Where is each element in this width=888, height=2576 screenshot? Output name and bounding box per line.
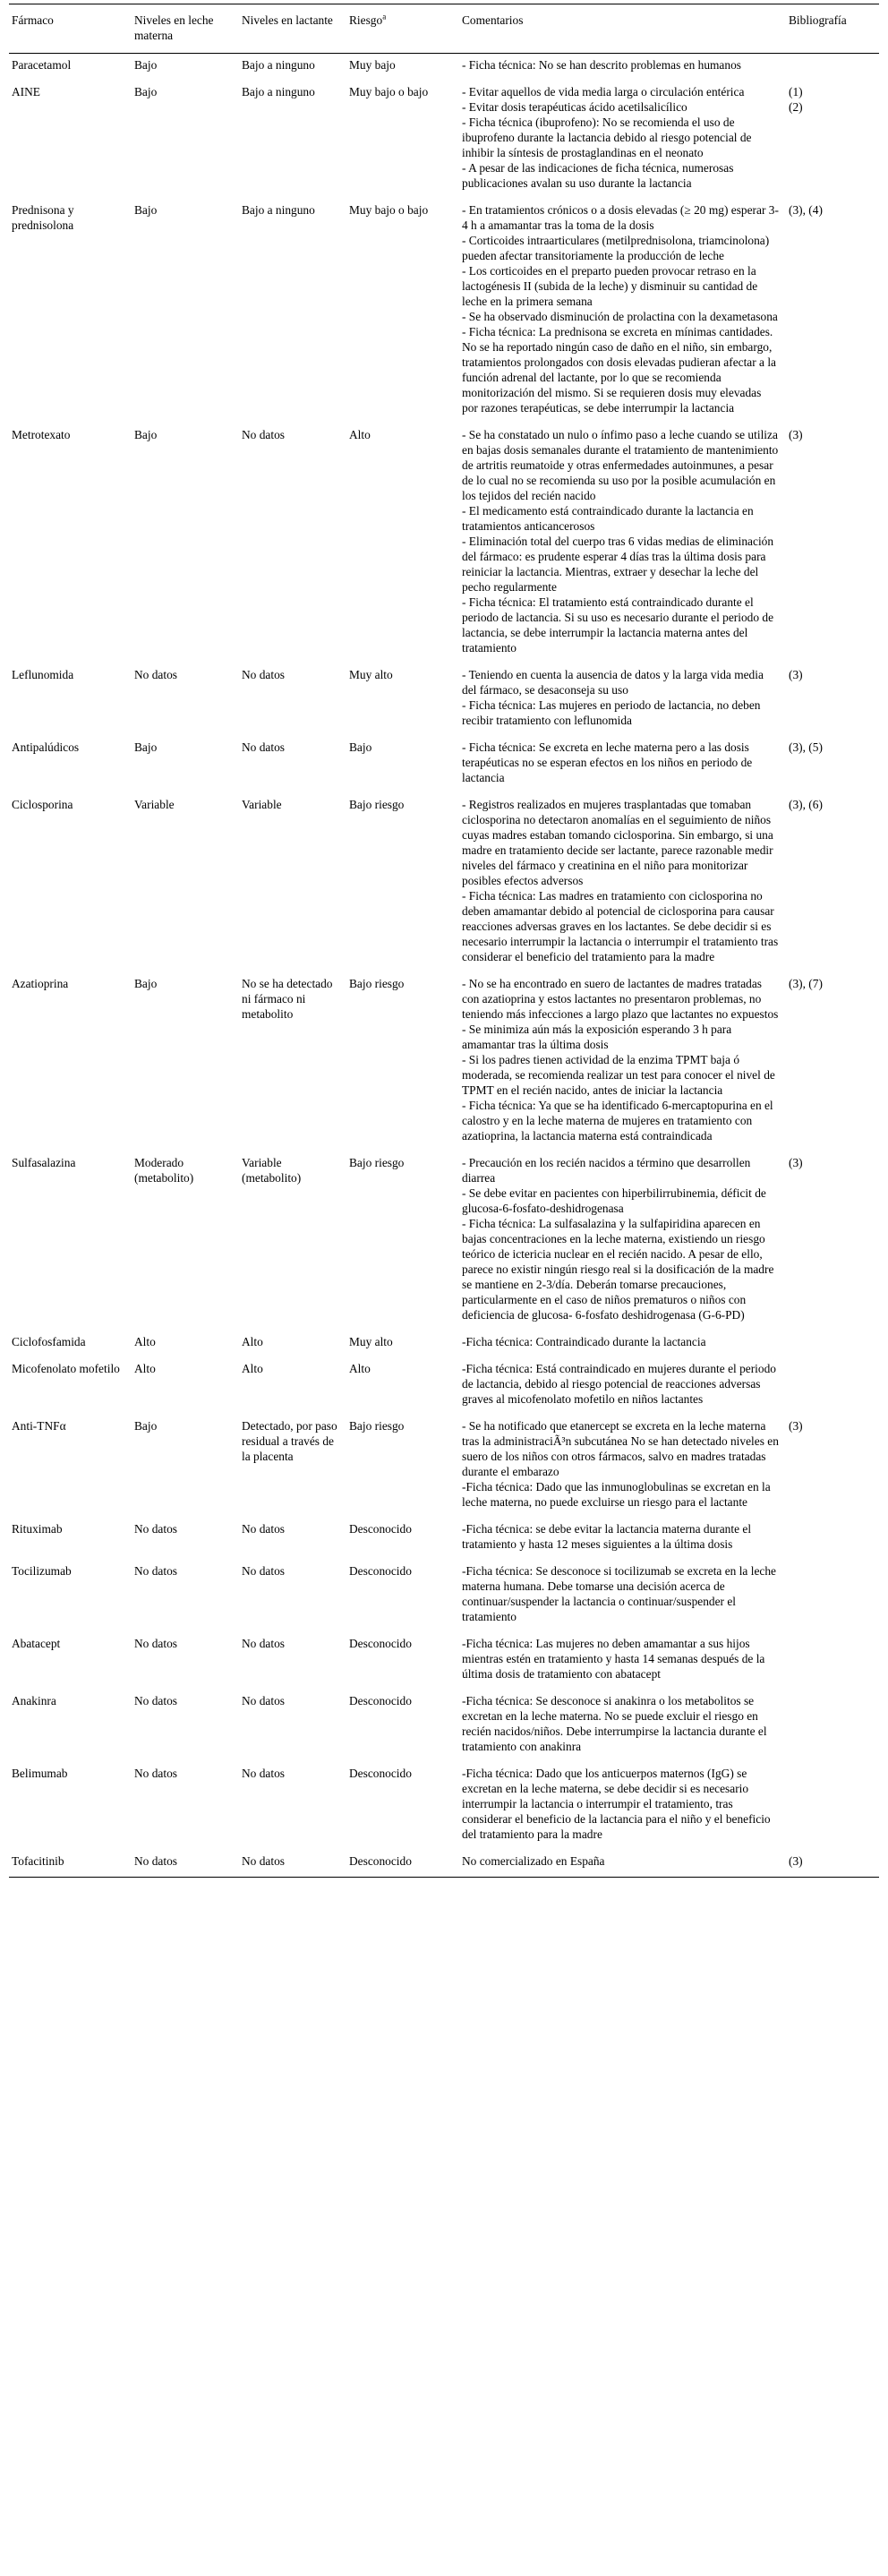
cell-infant-levels: No datos (242, 1637, 285, 1650)
cell-milk-levels: Bajo (134, 58, 158, 72)
comment-line: -Ficha técnica: Se desconoce si anakinra o los metabolitos se excretan en la leche materna. No se puede excluir el riesgo en recién nacidos/niños. Debe interrumpirse la lactancia durante el tratamiento con anakinra (462, 1694, 767, 1753)
cell-comments (459, 793, 786, 972)
cell-drug: Azatioprina (12, 977, 69, 990)
cell-milk-levels: No datos (134, 1694, 177, 1707)
cell-infant-levels: Variable (242, 798, 282, 811)
cell-milk-levels: Bajo (134, 1419, 158, 1433)
cell-drug: Anakinra (12, 1694, 56, 1707)
table-row (9, 54, 879, 81)
cell-risk: Bajo riesgo (349, 798, 405, 811)
comment-line: - Ficha técnica (ibuprofeno): No se recomienda el uso de ibuprofeno durante la lactancia debido al riesgo potencial de inhibir la síntesis de prostaglandinas en el neonato (462, 116, 752, 159)
cell-infant-levels: No datos (242, 1522, 285, 1536)
cell-infant-levels: Variable (metabolito) (242, 1156, 302, 1185)
cell-bibliography (786, 1415, 879, 1518)
cell-comments (459, 1331, 786, 1357)
comment-line: - Evitar dosis terapéuticas ácido acetilsalicílico (462, 100, 687, 114)
cell-drug: Antipalúdicos (12, 740, 80, 754)
table-row (9, 972, 879, 1151)
header-milk-levels: Niveles en leche materna (132, 4, 239, 54)
cell-comments (459, 972, 786, 1151)
table-row (9, 793, 879, 972)
cell-risk: Desconocido (349, 1564, 412, 1578)
cell-drug: Rituximab (12, 1522, 63, 1536)
cell-comments (459, 199, 786, 424)
cell-drug: Tocilizumab (12, 1564, 72, 1578)
cell-bibliography (786, 81, 879, 199)
cell-bibliography (786, 1632, 879, 1690)
table-row (9, 663, 879, 736)
cell-milk-levels: Bajo (134, 203, 158, 217)
cell-comments (459, 1151, 786, 1331)
cell-comments (459, 663, 786, 736)
table-row (9, 1762, 879, 1850)
comment-line: - Los corticoides en el preparto pueden provocar retraso en la lactogénesis II (subida de la leche) y disminuir su cantidad de leche en la primera semana (462, 264, 758, 308)
cell-risk: Alto (349, 428, 371, 441)
comment-line: -Ficha técnica: se debe evitar la lactancia materna durante el tratamiento y hasta 12 meses siguientes a la última dosis (462, 1522, 752, 1551)
cell-milk-levels: No datos (134, 1767, 177, 1780)
comment-line: - Si los padres tienen actividad de la enzima TPMT baja ó moderada, se recomienda realizar un test para conocer el nivel de TPMT en el recién nacido, antes de iniciar la lactancia (462, 1053, 775, 1097)
comment-line: - Evitar aquellos de vida media larga o circulación entérica (462, 85, 745, 98)
cell-comments (459, 54, 786, 81)
cell-comments (459, 1415, 786, 1518)
table-row (9, 1415, 879, 1518)
comment-line: - En tratamientos crónicos o a dosis elevadas (≥ 20 mg) esperar 3-4 h a amamantar tras la toma de la dosis (462, 203, 779, 232)
cell-bibliography (786, 424, 879, 663)
comment-line: - Teniendo en cuenta la ausencia de datos y la larga vida media del fármaco, se desaconseja su uso (462, 668, 764, 697)
table-body (9, 54, 879, 1878)
cell-bibliography (786, 1151, 879, 1331)
comment-line: - Ficha técnica: Las madres en tratamiento con ciclosporina no deben amamantar debido al potencial de ciclosporina para causar reacciones adversas graves en los lactantes. Se debe decidir si es necesario interrumpir la lactancia o interrumpir el tratamiento tras considerar el beneficio del tratamiento para la madre (462, 889, 779, 963)
cell-comments (459, 1762, 786, 1850)
cell-comments (459, 1690, 786, 1762)
cell-drug: Prednisona y prednisolona (12, 203, 74, 232)
cell-milk-levels: Alto (134, 1335, 156, 1348)
cell-milk-levels: Bajo (134, 740, 158, 754)
cell-infant-levels: Bajo a ninguno (242, 85, 315, 98)
table-row (9, 1850, 879, 1878)
reference-link[interactable]: (3) (789, 1419, 803, 1433)
cell-infant-levels: Alto (242, 1335, 263, 1348)
comment-line: - Ficha técnica: Ya que se ha identificado 6-mercaptopurina en el calostro y en la leche materna de mujeres en tratamiento con azatioprina, la lactancia materna está contraindicada (462, 1099, 773, 1143)
cell-infant-levels: Alto (242, 1362, 263, 1375)
header-bibliography: Bibliografía (786, 4, 879, 54)
cell-drug: Micofenolato mofetilo (12, 1362, 120, 1375)
cell-milk-levels: Bajo (134, 977, 158, 990)
comment-line: -Ficha técnica: Está contraindicado en mujeres durante el periodo de lactancia, debido al riesgo potencial de reacciones adversas graves al micofenolato mofetilo en niños lactantes (462, 1362, 776, 1406)
table-row (9, 736, 879, 793)
drug-lactation-table (9, 4, 879, 1878)
cell-infant-levels: No datos (242, 1564, 285, 1578)
cell-infant-levels: Bajo a ninguno (242, 203, 315, 217)
cell-bibliography (786, 54, 879, 81)
comment-line: - Se debe evitar en pacientes con hiperbilirrubinemia, déficit de glucosa-6-fosfato-deshidrogenasa (462, 1186, 766, 1215)
cell-bibliography (786, 736, 879, 793)
cell-infant-levels: No datos (242, 1767, 285, 1780)
header-comments: Comentarios (459, 4, 786, 54)
cell-bibliography (786, 1850, 879, 1878)
reference-link[interactable]: (3) (789, 428, 803, 441)
table-header-row (9, 4, 879, 54)
table-row (9, 199, 879, 424)
cell-infant-levels: No datos (242, 740, 285, 754)
comment-line: -Ficha técnica: Contraindicado durante la lactancia (462, 1335, 706, 1348)
cell-risk: Bajo riesgo (349, 1419, 405, 1433)
cell-comments (459, 1850, 786, 1878)
header-infant-levels: Niveles en lactante (239, 4, 346, 54)
cell-drug: Paracetamol (12, 58, 72, 72)
reference-link[interactable]: (3), (6) (789, 798, 823, 811)
cell-comments (459, 1357, 786, 1415)
cell-risk: Muy bajo o bajo (349, 203, 429, 217)
comment-line: - Se ha notificado que etanercept se excreta en la leche materna tras la administraciÃ³n subcutánea No se han detectado niveles en suero de los niños con otros fármacos, salvo en madres tratadas durante el embarazo (462, 1419, 779, 1478)
reference-link[interactable]: (3) (789, 1854, 803, 1868)
reference-link[interactable]: (3), (4) (789, 203, 823, 217)
reference-link[interactable]: (3) (789, 668, 803, 681)
comment-line: - Ficha técnica: El tratamiento está contraindicado durante el periodo de lactancia. Si su uso es necesario durante el periodo de lactancia, se debe interrumpir la lactancia materna antes del tratamiento (462, 595, 774, 655)
cell-milk-levels: No datos (134, 668, 177, 681)
comment-line: -Ficha técnica: Las mujeres no deben amamantar a sus hijos mientras estén en tratamiento y hasta 14 semanas después de la última dosis de tratamiento con abatacept (462, 1637, 765, 1681)
comment-line: - Se minimiza aún más la exposición esperando 3 h para amamantar tras la última dosis (462, 1023, 732, 1051)
comment-line: - Eliminación total del cuerpo tras 6 vidas medias de eliminación del fármaco: es prudente esperar 4 días tras la última dosis para reiniciar la lactancia. Mientras, extraer y desechar la leche del pecho regularmente (462, 535, 774, 594)
reference-link[interactable]: (2) (789, 100, 803, 114)
table-row (9, 1690, 879, 1762)
cell-drug: Metrotexato (12, 428, 71, 441)
cell-infant-levels: No datos (242, 428, 285, 441)
reference-link[interactable]: (3) (789, 1156, 803, 1169)
table-row (9, 1331, 879, 1357)
reference-link[interactable]: (3), (7) (789, 977, 823, 990)
comment-line: No comercializado en España (462, 1854, 605, 1868)
reference-link[interactable]: (1) (789, 85, 803, 98)
cell-risk: Muy alto (349, 668, 393, 681)
cell-milk-levels: Bajo (134, 428, 158, 441)
cell-risk: Bajo (349, 740, 372, 754)
cell-infant-levels: No datos (242, 668, 285, 681)
cell-infant-levels: No se ha detectado ni fármaco ni metabolito (242, 977, 333, 1021)
cell-bibliography (786, 972, 879, 1151)
cell-risk: Muy bajo (349, 58, 396, 72)
header-risk-footnote: a (382, 12, 387, 21)
table-row (9, 1560, 879, 1632)
header-risk (346, 4, 459, 54)
cell-drug: Belimumab (12, 1767, 68, 1780)
comment-line: - Ficha técnica: Las mujeres en periodo de lactancia, no deben recibir tratamiento con leflunomida (462, 698, 761, 727)
cell-bibliography (786, 1357, 879, 1415)
table-row (9, 81, 879, 199)
comment-line: - Ficha técnica: No se han descrito problemas en humanos (462, 58, 741, 72)
cell-risk: Desconocido (346, 1850, 459, 1878)
comment-line: -Ficha técnica: Dado que los anticuerpos maternos (IgG) se excretan en la leche materna, se debe decidir si es necesario interrumpir la lactancia o interrumpir el tratamiento, tras considerar el beneficio de la lactancia para el niño y el beneficio del tratamiento para la madre (462, 1767, 771, 1841)
reference-link[interactable]: (3), (5) (789, 740, 823, 754)
table-row (9, 1632, 879, 1690)
cell-comments (459, 1632, 786, 1690)
cell-drug: Abatacept (12, 1637, 61, 1650)
cell-drug: AINE (12, 85, 40, 98)
cell-drug: Leflunomida (12, 668, 74, 681)
comment-line: - Precaución en los recién nacidos a término que desarrollen diarrea (462, 1156, 751, 1185)
header-drug: Fármaco (9, 4, 132, 54)
cell-milk-levels: Alto (134, 1362, 156, 1375)
table-row (9, 1151, 879, 1331)
cell-infant-levels: No datos (242, 1694, 285, 1707)
cell-bibliography (786, 1560, 879, 1632)
cell-milk-levels: No datos (134, 1522, 177, 1536)
comment-line: - A pesar de las indicaciones de ficha técnica, numerosas publicaciones avalan su uso durante la lactancia (462, 161, 734, 190)
cell-risk: Muy bajo o bajo (349, 85, 429, 98)
cell-comments (459, 1518, 786, 1560)
cell-milk-levels: No datos (134, 1564, 177, 1578)
cell-bibliography (786, 1690, 879, 1762)
comment-line: - El medicamento está contraindicado durante la lactancia en tratamientos anticancerosos (462, 504, 754, 533)
cell-bibliography (786, 199, 879, 424)
table-row (9, 1357, 879, 1415)
cell-drug: Ciclosporina (12, 798, 73, 811)
cell-risk: Desconocido (349, 1694, 412, 1707)
cell-comments (459, 424, 786, 663)
table-row (9, 1518, 879, 1560)
comment-line: - Registros realizados en mujeres trasplantadas que tomaban ciclosporina no detectaron anomalías en el seguimiento de niños cuyas madres estaban tomando ciclosporina. Sin embargo, si una madre en tratamiento decide ser lactante, parece razonable medir niveles del fármaco y creatinina en el niño para monitorizar posibles efectos adversos (462, 798, 773, 887)
comment-line: - Ficha técnica: Se excreta en leche materna pero a las dosis terapéuticas no se esperan efectos en los niños en periodo de lactancia (462, 740, 753, 784)
cell-bibliography (786, 793, 879, 972)
table-row (9, 424, 879, 663)
cell-comments (459, 81, 786, 199)
cell-bibliography (786, 1762, 879, 1850)
cell-milk-levels: No datos (132, 1850, 239, 1878)
header-risk-label: Riesgo (349, 13, 383, 27)
cell-drug: Tofacitinib (9, 1850, 132, 1878)
cell-milk-levels: Bajo (134, 85, 158, 98)
cell-bibliography (786, 1518, 879, 1560)
comment-line: - Se ha observado disminución de prolactina con la dexametasona (462, 310, 778, 323)
cell-milk-levels: No datos (134, 1637, 177, 1650)
cell-risk: Bajo riesgo (349, 1156, 405, 1169)
cell-risk: Bajo riesgo (349, 977, 405, 990)
cell-infant-levels: No datos (239, 1850, 346, 1878)
cell-comments (459, 736, 786, 793)
comment-line: -Ficha técnica: Dado que las inmunoglobulinas se excretan en la leche materna, no puede excluirse un riesgo para el lactante (462, 1480, 771, 1509)
comment-line: -Ficha técnica: Se desconoce si tocilizumab se excreta en la leche materna humana. Debe tomarse una decisión acerca de continuar/suspender la lactancia o continuar/suspender el tratamiento (462, 1564, 776, 1623)
cell-risk: Alto (349, 1362, 371, 1375)
cell-drug: Anti-TNFα (12, 1419, 66, 1433)
cell-milk-levels: Moderado (metabolito) (134, 1156, 194, 1185)
comment-line: - No se ha encontrado en suero de lactantes de madres tratadas con azatioprina y estos lactantes no presentaron problemas, no teniendo más infecciones a largo plazo que lactantes no expuestos (462, 977, 779, 1021)
comment-line: - Ficha técnica: La sulfasalazina y la sulfapiridina aparecen en bajas concentraciones en la leche materna, existiendo un riesgo teórico de ictericia nuclear en el recién nacido. A pesar de ello, parece no existir ningún riesgo real si la dosificación de la madre se mantiene en 2-3/día. Deberán tomarse precauciones, particularmente en el caso de niños prematuros o niños con deficiencia de glucosa- 6-fosfato deshidrogenasa (G-6-PD) (462, 1217, 774, 1322)
cell-bibliography (786, 1331, 879, 1357)
cell-infant-levels: Bajo a ninguno (242, 58, 315, 72)
comment-line: - Se ha constatado un nulo o ínfimo paso a leche cuando se utiliza en bajas dosis semanales durante el tratamiento de mantenimiento de artritis reumatoide y otras enfermedades autoinmunes, a pesar de lo cual no se recomienda su uso por la posible acumulación en los tejidos del recién nacido (462, 428, 779, 502)
cell-infant-levels: Detectado, por paso residual a través de la placenta (242, 1419, 337, 1463)
cell-bibliography (786, 663, 879, 736)
cell-drug: Sulfasalazina (12, 1156, 76, 1169)
cell-risk: Muy alto (349, 1335, 393, 1348)
comment-line: - Ficha técnica: La prednisona se excreta en mínimas cantidades. No se ha reportado ningún caso de daño en el niño, sin embargo, tratamientos prolongados con dosis elevadas pudieran afectar a la función adrenal del lactante, por lo que se recomienda monitorización del mismo. Si se requieren dosis muy elevadas por razones terapéuticas, se debe interrumpir la lactancia (462, 325, 777, 415)
comment-line: - Corticoides intraarticulares (metilprednisolona, triamcinolona) pueden afectar transitoriamente la producción de leche (462, 234, 770, 262)
cell-risk: Desconocido (349, 1522, 412, 1536)
cell-risk: Desconocido (349, 1637, 412, 1650)
cell-drug: Ciclofosfamida (12, 1335, 86, 1348)
cell-comments (459, 1560, 786, 1632)
cell-milk-levels: Variable (134, 798, 175, 811)
cell-risk: Desconocido (349, 1767, 412, 1780)
